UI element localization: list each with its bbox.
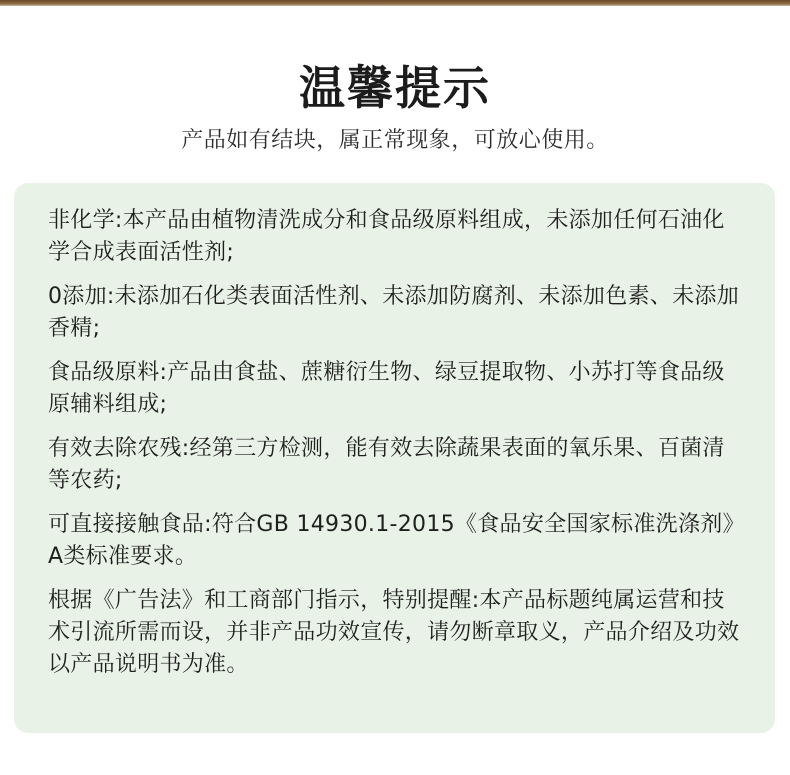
note-pesticide-removal: 有效去除农残:经第三方检测，能有效去除蔬果表面的氧乐果、百菌清等农药; [48,436,725,493]
page-subtitle: 产品如有结块，属正常现象，可放心使用。 [181,128,609,153]
note-food-contact: 可直接接触食品:符合GB 14930.1-2015《食品安全国家标准洗涤剂》A类标准要求。 [48,512,745,569]
note-non-chemical: 非化学:本产品由植物清洗成分和食品级原料组成，未添加任何石油化学合成表面活性剂; [48,208,725,265]
top-decorative-bar [0,0,790,6]
note-advertising-law: 根据《广告法》和工商部门指示，特别提醒:本产品标题纯属运营和技术引流所需而设，并非产品功效宣传，请勿断章取义，产品介绍及功效以产品说明书为准。 [48,588,740,677]
notice-card [14,183,775,733]
note-food-grade: 食品级原料:产品由食盐、蔗糖衍生物、绿豆提取物、小苏打等食品级原辅料组成; [48,360,725,417]
page-title: 温馨提示 [299,61,491,115]
note-zero-additive: 0添加:未添加石化类表面活性剂、未添加防腐剂、未添加色素、未添加香精; [48,284,740,341]
